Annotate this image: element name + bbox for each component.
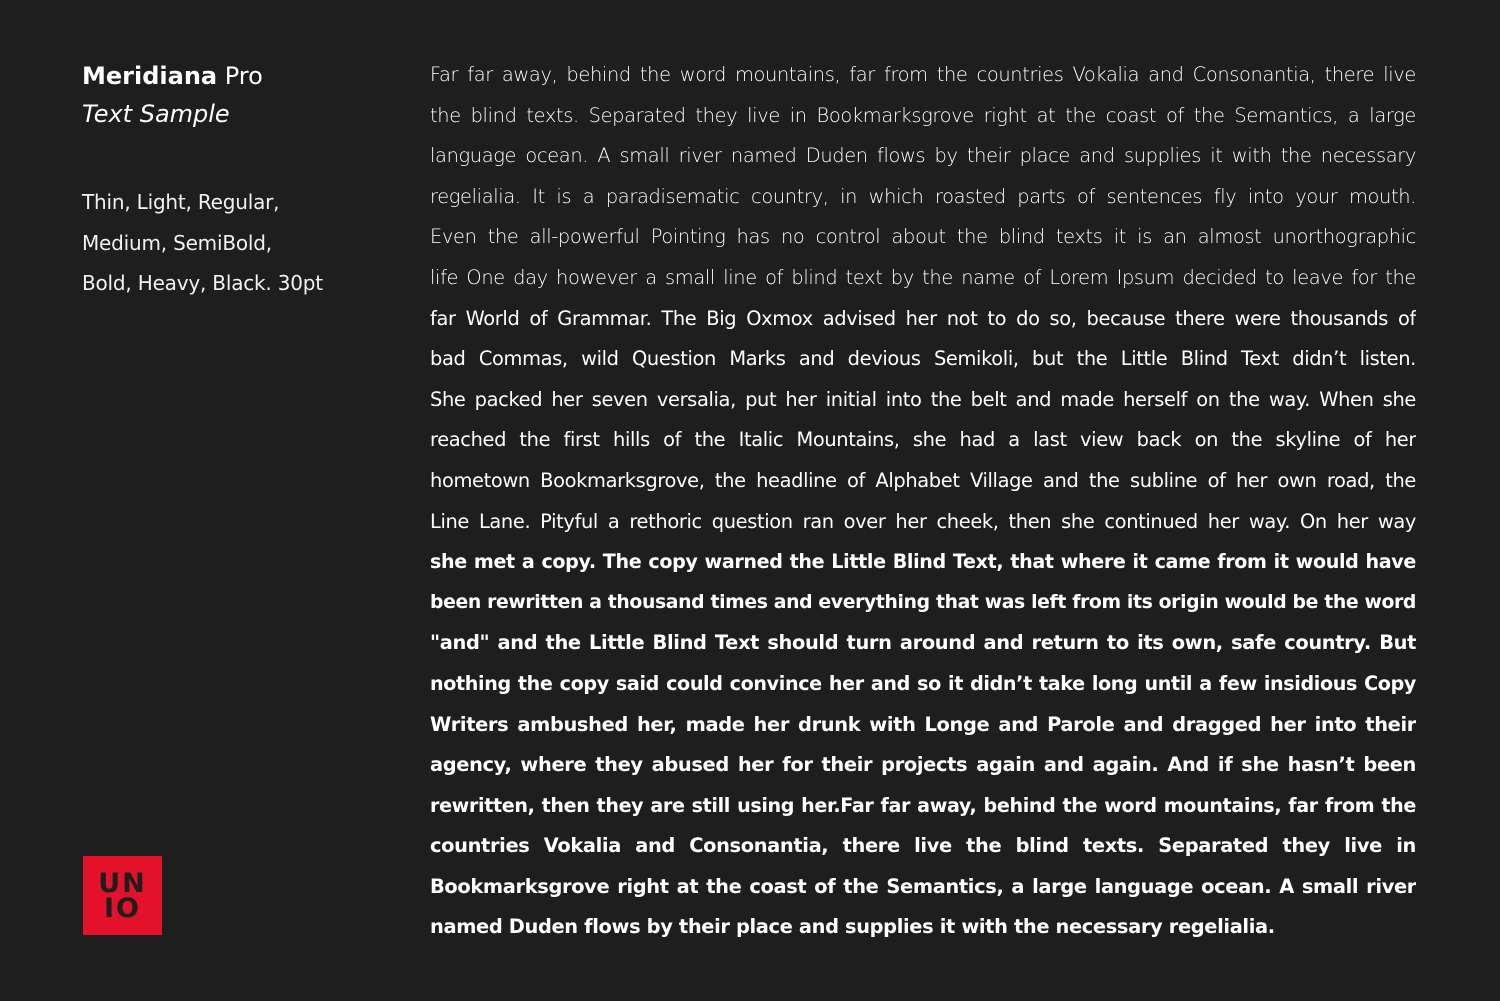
sample-line: life One day however a small line of blind text by the name of Lorem Ipsum decided to leave for the [430,265,1416,289]
font-name-suffix: Pro [224,62,263,90]
unio-logo [83,856,162,935]
font-name: Meridiana [82,62,218,90]
sample-line: been rewritten a thousand times and everything that was left from its origin would be the word [430,591,1416,613]
sample-line: she met a copy. The copy warned the Little Blind Text, that where it came from it would have [430,550,1416,574]
sample-line: bad Commas, wild Question Marks and devious Semikoli, but the Little Blind Text didn’t listen. [430,347,1416,371]
font-title [82,58,382,94]
sample-line: rewritten, then they are still using her.Far far away, behind the word mountains, far from the [430,793,1416,817]
sample-line: Far far away, behind the word mountains, far from the countries Vokalia and Consonantia, there live [430,63,1416,86]
sample-line: nothing the copy said could convince her and so it didn’t take long until a few insidious Copy [430,671,1416,695]
weights-line: Thin, Light, Regular, [82,190,280,214]
sample-line: countries Vokalia and Consonantia, there live the blind texts. Separated they live in [430,834,1416,858]
sample-line: Bookmarksgrove right at the coast of the Semantics, a large language ocean. A small river [430,874,1416,898]
sample-line: regelialia. It is a paradisematic country, in which roasted parts of sentences fly into your mouth. [430,184,1416,208]
sample-line: agency, where they abused her for their projects again and again. And if she hasn’t been [430,753,1416,777]
sample-line: far World of Grammar. The Big Oxmox advised her not to do so, because there were thousands of [430,306,1416,330]
subtitle: Text Sample [82,100,230,128]
sample-line: named Duden flows by their place and supplies it with the necessary regelialia. [430,915,1275,939]
sample-line: Even the all-powerful Pointing has no control about the blind texts it is an almost unorthographic [430,225,1416,249]
sample-line: Writers ambushed her, made her drunk with Longe and Parole and dragged her into their [430,712,1416,736]
logo-line-2: IO [104,892,141,924]
logo-line-1: UN [98,867,147,899]
sample-line: hometown Bookmarksgrove, the headline of Alphabet Village and the subline of her own road, the [430,468,1416,492]
weights-line: Medium, SemiBold, [82,230,272,255]
sample-line: "and" and the Little Blind Text should turn around and return to its own, safe country. But [430,631,1416,655]
sample-paragraph [430,55,1416,948]
sample-line: Line Lane. Pityful a rethoric question ran over her cheek, then she continued her way. On her way [430,509,1416,533]
sample-line: language ocean. A small river named Duden flows by their place and supplies it with the necessary [430,144,1416,168]
weights-line: Bold, Heavy, Black. 30pt [82,271,323,295]
sample-line: the blind texts. Separated they live in Bookmarksgrove right at the coast of the Semantics, a large [430,103,1416,127]
sample-line: She packed her seven versalia, put her initial into the belt and made herself on the way. When she [430,387,1416,411]
weights-list [82,182,323,304]
sidebar [82,58,382,295]
sample-line: reached the first hills of the Italic Mountains, she had a last view back on the skyline of her [430,428,1416,452]
